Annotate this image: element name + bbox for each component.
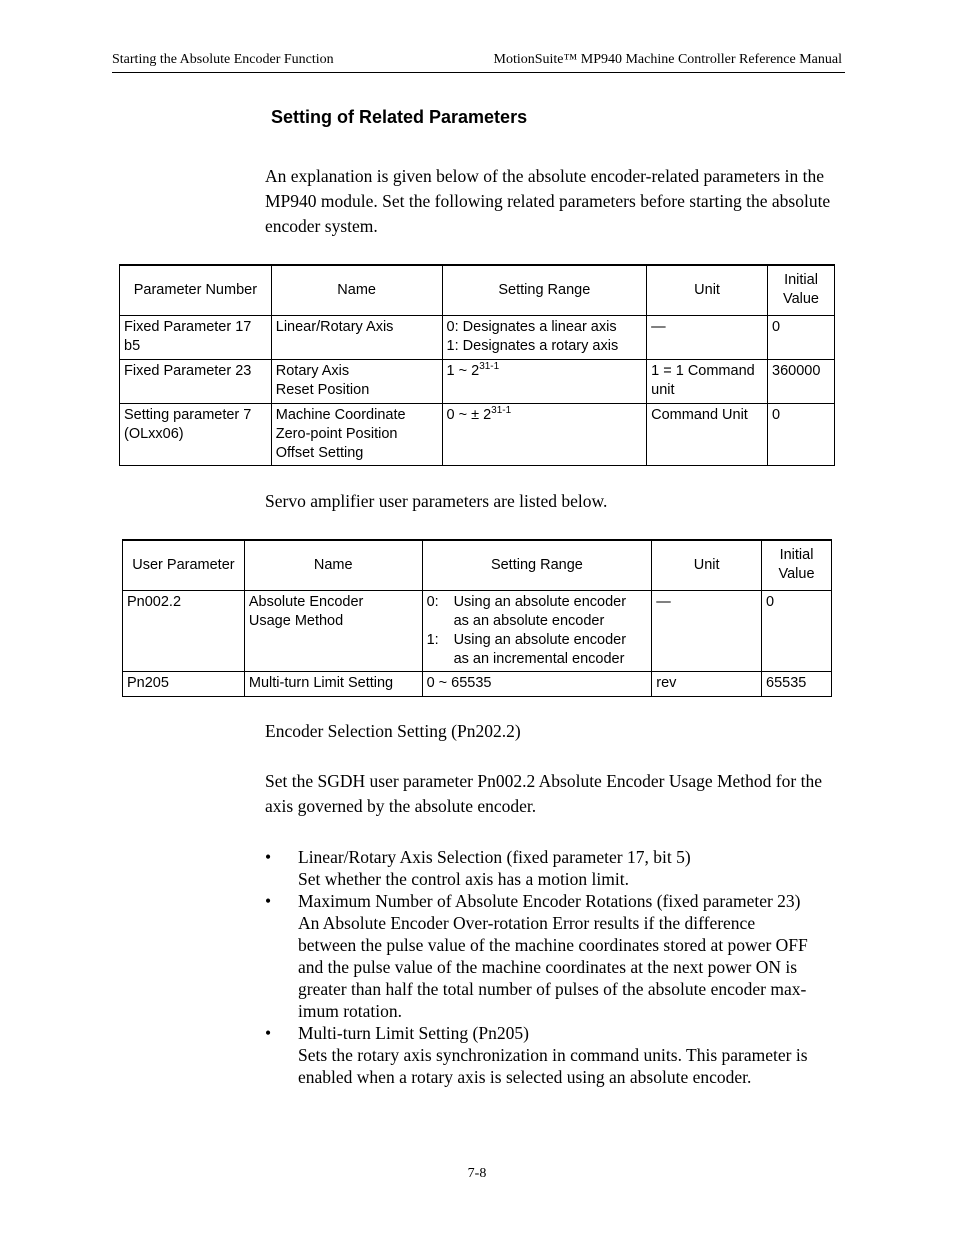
cell-setting-range <box>442 315 647 359</box>
range-exponent: 31-1 <box>491 404 512 416</box>
range-option-text: Using an absolute encoder <box>453 631 627 648</box>
list-item-line: between the pulse value of the machine coordinates stored at power OFF <box>298 935 808 955</box>
table-row <box>120 403 835 465</box>
range-option-continuation <box>427 612 648 631</box>
list-item-line: An Absolute Encoder Over-rotation Error results if the difference <box>298 913 756 933</box>
table-row <box>123 671 832 696</box>
encoder-selection-paragraph: Set the SGDH user parameter Pn002.2 Absolute Encoder Usage Method for the axis governed by the absolute encoder. <box>265 771 822 816</box>
cell-line: Rotary Axis <box>275 362 350 379</box>
col-header-parameter-number: Parameter Number <box>120 265 272 315</box>
servo-intro-paragraph: Servo amplifier user parameters are listed below. <box>265 491 608 511</box>
cell-unit: — <box>647 315 768 359</box>
cell-line: Usage Method <box>248 612 344 629</box>
cell-line: 0: Designates a linear axis <box>446 318 617 335</box>
list-item-title: Maximum Number of Absolute Encoder Rotations (fixed parameter 23) <box>298 891 801 911</box>
list-item-title: Multi-turn Limit Setting (Pn205) <box>298 1023 529 1043</box>
cell-unit: Command Unit <box>647 403 768 465</box>
table-row <box>120 315 835 359</box>
servo-user-parameters-table <box>122 539 832 697</box>
list-item-line: Set whether the control axis has a motion limit. <box>298 869 629 889</box>
cell-setting-range <box>442 359 647 403</box>
range-option-text: Using an absolute encoder <box>453 593 627 610</box>
cell-user-parameter: Pn205 <box>123 671 245 696</box>
table-row <box>120 359 835 403</box>
cell-initial-value: 65535 <box>762 671 832 696</box>
table-header-row <box>120 265 835 315</box>
bullet-icon: • <box>265 1023 272 1043</box>
cell-line: Setting parameter 7 <box>124 406 252 423</box>
bullet-icon: • <box>265 891 272 911</box>
list-item-body <box>298 890 845 1022</box>
col-header-name: Name <box>271 265 442 315</box>
list-item <box>265 1022 845 1088</box>
col-header-initial-value: Initial Value <box>762 540 832 590</box>
cell-name: Multi-turn Limit Setting <box>244 671 422 696</box>
cell-line: Offset Setting <box>275 444 364 461</box>
range-option-text: as an incremental encoder <box>453 650 625 667</box>
cell-setting-range <box>422 590 652 671</box>
col-header-name: Name <box>244 540 422 590</box>
list-item-body <box>298 1022 845 1088</box>
cell-parameter-number <box>120 403 272 465</box>
cell-name <box>271 359 442 403</box>
list-item <box>265 846 845 890</box>
running-header-manual-title: MotionSuite™ MP940 Machine Controller Reference Manual <box>493 52 842 67</box>
table-header-row <box>123 540 832 590</box>
range-option-number: 0: <box>426 593 439 610</box>
col-header-unit: Unit <box>652 540 762 590</box>
col-header-unit: Unit <box>647 265 768 315</box>
range-base: 0 ~ ± 2 <box>446 406 492 423</box>
cell-unit: rev <box>652 671 762 696</box>
col-header-setting-range: Setting Range <box>442 265 647 315</box>
range-option-continuation <box>427 650 648 669</box>
cell-name <box>271 403 442 465</box>
range-option <box>427 631 648 650</box>
col-header-initial-value: Initial Value <box>768 265 835 315</box>
list-item-title: Linear/Rotary Axis Selection (fixed parameter 17, bit 5) <box>298 847 691 867</box>
bullet-list <box>265 846 845 1088</box>
bullet-icon: • <box>265 847 272 867</box>
cell-initial-value: 0 <box>768 403 835 465</box>
cell-line: Absolute Encoder <box>248 593 364 610</box>
table-row <box>123 590 832 671</box>
header-rule <box>112 72 845 73</box>
cell-setting-range: 0 ~ 65535 <box>422 671 652 696</box>
range-base: 1 ~ 2 <box>446 362 480 379</box>
list-item-line: and the pulse value of the machine coordinates at the next power ON is <box>298 957 798 977</box>
cell-unit: 1 = 1 Command unit <box>647 359 768 403</box>
cell-initial-value: 0 <box>762 590 832 671</box>
range-option-text: as an absolute encoder <box>453 612 605 629</box>
cell-line: 1: Designates a rotary axis <box>446 337 619 354</box>
cell-line: Zero-point Position <box>275 425 398 442</box>
cell-parameter-number <box>120 315 272 359</box>
encoder-selection-title: Encoder Selection Setting (Pn202.2) <box>265 721 521 741</box>
intro-paragraph: An explanation is given below of the absolute encoder-related parameters in the MP940 module. Set the following related parameters before starting the absolute encoder system. <box>265 166 831 236</box>
list-item-line: greater than half the total number of pulses of the absolute encoder max- <box>298 979 807 999</box>
cell-parameter-number <box>120 359 272 403</box>
range-option-number: 1: <box>426 631 439 648</box>
running-header-section: Starting the Absolute Encoder Function <box>112 52 334 67</box>
list-item-line: enabled when a rotary axis is selected using an absolute encoder. <box>298 1067 752 1087</box>
cell-name <box>271 315 442 359</box>
section-title: Setting of Related Parameters <box>271 107 528 127</box>
cell-setting-range <box>442 403 647 465</box>
related-parameters-table <box>119 264 835 466</box>
cell-line: Fixed Parameter 23 <box>124 362 252 379</box>
list-item-body <box>298 846 845 890</box>
cell-initial-value: 0 <box>768 315 835 359</box>
cell-user-parameter: Pn002.2 <box>123 590 245 671</box>
list-item-line: imum rotation. <box>298 1001 403 1021</box>
range-option <box>427 593 648 612</box>
cell-unit: — <box>652 590 762 671</box>
cell-line: Fixed Parameter 17 <box>124 318 252 335</box>
range-exponent: 31-1 <box>479 360 500 372</box>
list-item-line: Sets the rotary axis synchronization in command units. This parameter is <box>298 1045 808 1065</box>
cell-line: Linear/Rotary Axis <box>275 318 394 335</box>
cell-line: (OLxx06) <box>124 425 184 442</box>
col-header-user-parameter: User Parameter <box>123 540 245 590</box>
cell-name <box>244 590 422 671</box>
col-header-setting-range: Setting Range <box>422 540 652 590</box>
page-number: 7-8 <box>467 1166 487 1181</box>
cell-line: Machine Coordinate <box>275 406 406 423</box>
cell-line: b5 <box>124 337 141 354</box>
cell-initial-value: 360000 <box>768 359 835 403</box>
list-item <box>265 890 845 1022</box>
cell-line: Reset Position <box>275 381 370 398</box>
